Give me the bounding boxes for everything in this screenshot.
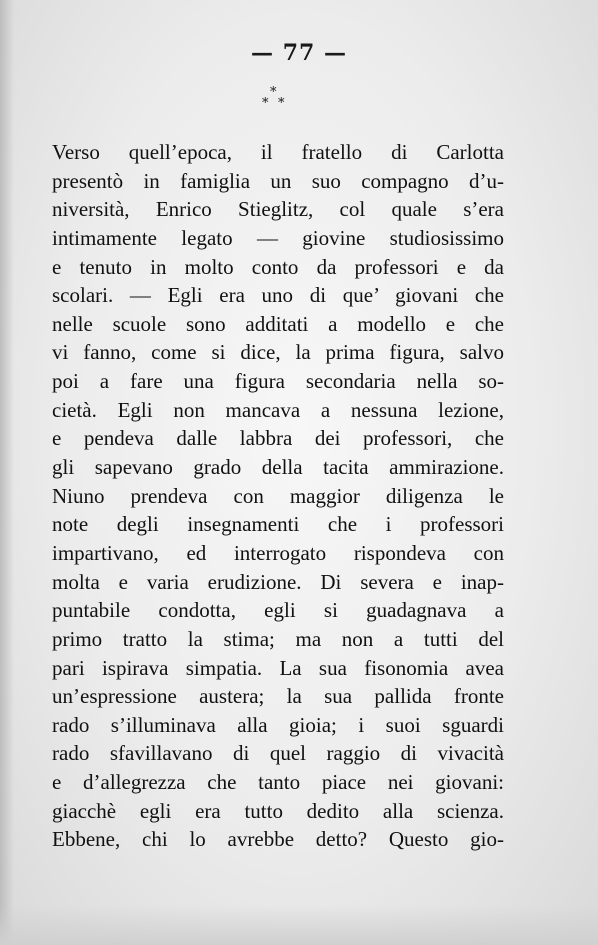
text-line: note degli insegnamenti che i professori xyxy=(52,512,504,537)
text-line: giacchè egli era tutto dedito alla scienza. xyxy=(52,798,504,823)
text-line: scolari. — Egli era uno di que’ giovani che xyxy=(52,283,504,308)
page-shadow-left xyxy=(0,0,14,945)
text-line: puntabile condotta, egli si guadagnava a xyxy=(52,598,504,623)
text-line: poi a fare una figura secondaria nella so- xyxy=(52,369,504,394)
text-line: un’espressione austera; la sua pallida fronte xyxy=(52,684,504,709)
text-line: intimamente legato — giovine studiosissimo xyxy=(52,225,504,250)
asterism-star-left: * xyxy=(262,96,269,111)
body-text xyxy=(52,138,504,854)
asterism-star-right: * xyxy=(278,96,285,111)
text-line: Niuno prendeva con maggior diligenza le xyxy=(52,483,504,508)
text-line: vi fanno, come si dice, la prima figura, salvo xyxy=(52,340,504,365)
text-line: impartivano, ed interrogato rispondeva con xyxy=(52,540,504,565)
page-number: — 77 — xyxy=(251,40,347,66)
text-line: molta e varia erudizione. Di severa e inap- xyxy=(52,569,504,594)
text-line: e d’allegrezza che tanto piace nei giovani: xyxy=(52,770,504,795)
text-line: primo tratto la stima; ma non a tutti del xyxy=(52,626,504,651)
text-line: nelle scuole sono additati a modello e che xyxy=(52,311,504,336)
asterism-divider xyxy=(254,86,294,116)
text-line: e tenuto in molto conto da professori e da xyxy=(52,254,504,279)
text-line: cietà. Egli non mancava a nessuna lezione, xyxy=(52,397,504,422)
asterism-star-top: * xyxy=(270,85,277,100)
text-line: e pendeva dalle labbra dei professori, che xyxy=(52,426,504,451)
text-line: niversità, Enrico Stieglitz, col quale s’era xyxy=(52,197,504,222)
text-line: pari ispirava simpatia. La sua fisonomia avea xyxy=(52,655,504,680)
text-line: rado sfavillavano di quel raggio di vivacità xyxy=(52,741,504,766)
text-line: Verso quell’epoca, il fratello di Carlotta xyxy=(52,140,504,164)
text-line: rado s’illuminava alla gioia; i suoi sguardi xyxy=(52,712,504,737)
page-shadow-bottom xyxy=(0,905,598,945)
text-line: Ebbene, chi lo avrebbe detto? Questo gio- xyxy=(52,827,504,852)
text-line: presentò in famiglia un suo compagno d’u- xyxy=(52,168,504,193)
text-line: gli sapevano grado della tacita ammirazione. xyxy=(52,455,504,480)
